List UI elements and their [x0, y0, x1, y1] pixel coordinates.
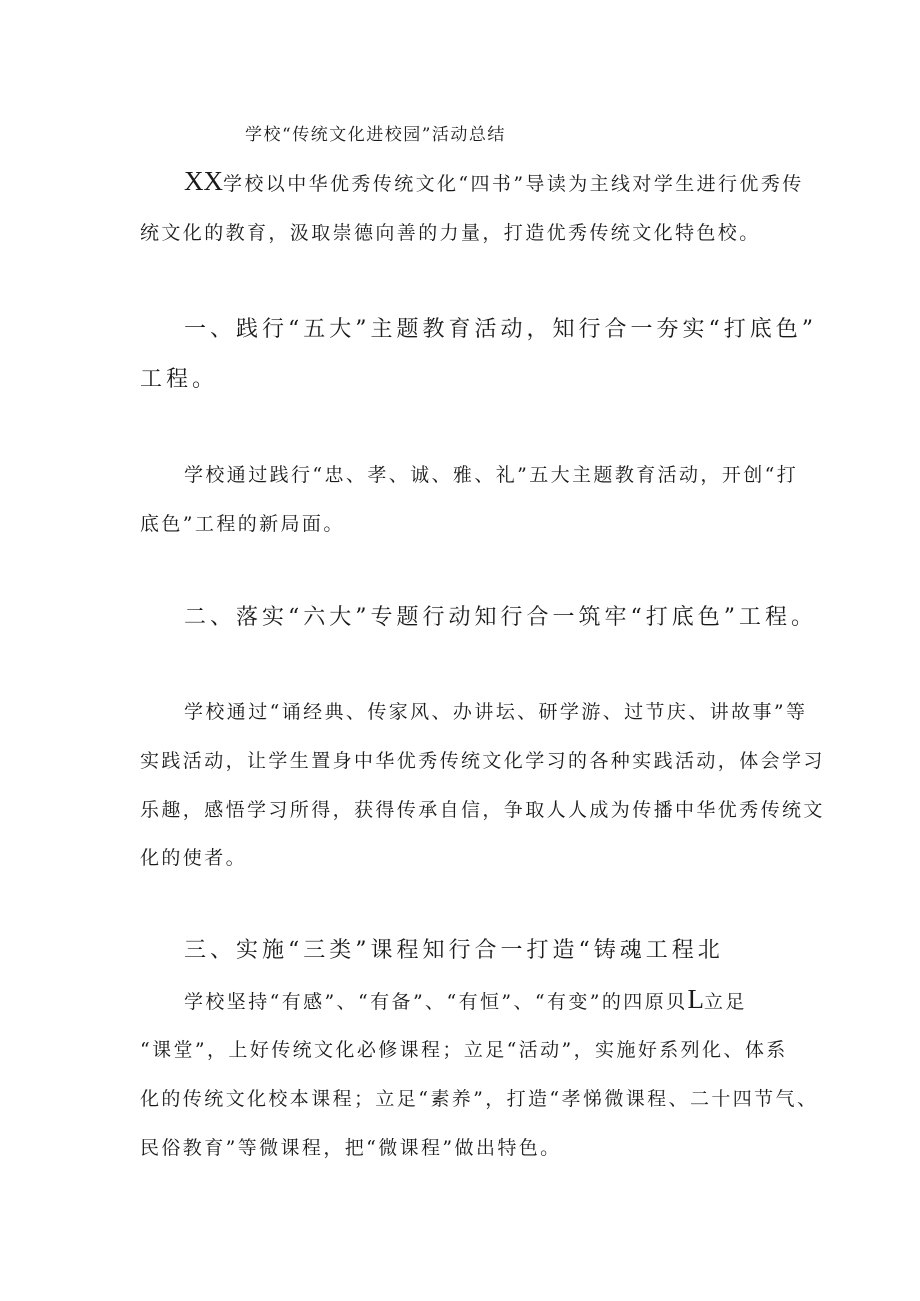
section1-body-line-1: 学校通过践行“忠、孝、诚、雅、礼”五大主题教育活动，开创“打 [184, 464, 799, 486]
section1-heading-line-2: 工程。 [140, 367, 219, 392]
section3-heading: 三、实施“三类”课程知行合一打造“铸魂工程北 [184, 938, 724, 963]
intro-line-1-text: 学校以中华优秀传统文化“四书”导读为主线对学生进行优秀传 [223, 173, 804, 195]
section3-body-line-1-a: 学校坚持“有感”、“有备”、“有恒”、“有变”的四原贝 [184, 991, 688, 1013]
section2-body-line-1: 学校通过“诵经典、传家风、办讲坛、研学游、过节庆、讲故事”等 [184, 701, 808, 723]
section3-body-line-4: 民俗教育”等微课程，把“微课程”做出特色。 [140, 1137, 562, 1159]
section2-heading: 二、落实“六大”专题行动知行合一筑牢“打底色”工程。 [184, 605, 817, 630]
document-title: 学校“传统文化进校园”活动总结 [245, 125, 506, 145]
section1-heading-line-1: 一、践行“五大”主题教育活动，知行合一夯实“打底色” [184, 317, 817, 342]
section3-body-line-1-c: 立足 [704, 991, 747, 1013]
section2-body-line-3: 乐趣，感悟学习所得，获得传承自信，争取人人成为传播中华优秀传统文 [140, 799, 825, 821]
section3-body-line-1-b: L [687, 984, 705, 1014]
section3-body-line-3: 化的传统文化校本课程；立足“素养”，打造“孝悌微课程、二十四节气、 [140, 1088, 819, 1110]
section3-body-line-2: “课堂”，上好传统文化必修课程；立足“活动”，实施好系列化、体系 [140, 1039, 788, 1061]
intro-prefix: XX [184, 166, 223, 196]
intro-line-1 [184, 166, 804, 197]
section1-body-line-2: 底色”工程的新局面。 [140, 513, 345, 535]
section2-body-line-2: 实践活动，让学生置身中华优秀传统文化学习的各种实践活动，体会学习 [140, 750, 825, 772]
section2-body-line-4: 化的使者。 [140, 847, 248, 869]
intro-line-2: 统文化的教育，汲取崇德向善的力量，打造优秀传统文化特色校。 [140, 222, 761, 244]
section3-body-line-1 [184, 984, 747, 1015]
